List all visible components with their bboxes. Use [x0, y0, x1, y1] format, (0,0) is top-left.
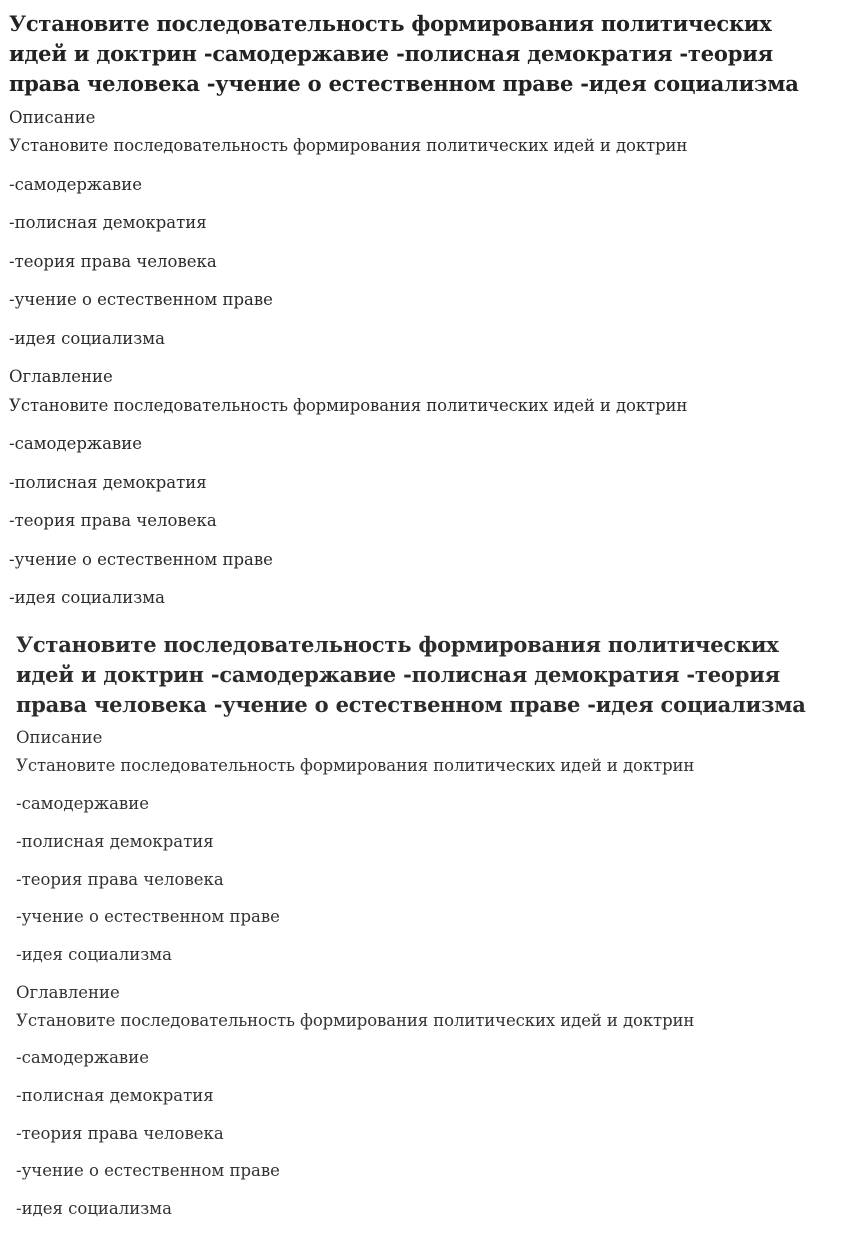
description-item: -идея социализма: [16, 945, 172, 964]
description-item: -самодержавие: [16, 794, 149, 813]
contents-item: -полисная демократия: [9, 473, 207, 492]
description-item: -учение о естественном праве: [16, 907, 280, 926]
title-line: права человека -учение о естественном праве -идея социализма: [9, 71, 799, 96]
question-title: [16, 630, 841, 720]
description-text: Установите последовательность формирования политических идей и доктрин: [9, 136, 688, 155]
description-item: -полисная демократия: [9, 213, 207, 232]
contents-item: -идея социализма: [9, 588, 165, 607]
contents-item: -самодержавие: [9, 434, 142, 453]
description-item: -самодержавие: [9, 175, 142, 194]
contents-label: Оглавление: [16, 983, 120, 1002]
title-line: Установите последовательность формирования политических: [16, 632, 779, 657]
contents-text: Установите последовательность формирования политических идей и доктрин: [9, 396, 688, 415]
description-item: -теория права человека: [16, 870, 224, 889]
description-item: -идея социализма: [9, 329, 165, 348]
contents-item: -учение о естественном праве: [9, 550, 273, 569]
title-line: права человека -учение о естественном праве -идея социализма: [16, 692, 806, 717]
contents-item: -полисная демократия: [16, 1086, 214, 1105]
description-label: Описание: [16, 728, 103, 747]
contents-label: Оглавление: [9, 367, 113, 386]
title-line: идей и доктрин -самодержавие -полисная демократия -теория: [16, 662, 780, 687]
contents-item: -теория права человека: [16, 1124, 224, 1143]
contents-text: Установите последовательность формирования политических идей и доктрин: [16, 1011, 695, 1030]
title-line: Установите последовательность формирования политических: [9, 11, 772, 36]
description-item: -полисная демократия: [16, 832, 214, 851]
description-item: -учение о естественном праве: [9, 290, 273, 309]
contents-item: -идея социализма: [16, 1199, 172, 1218]
contents-item: -самодержавие: [16, 1048, 149, 1067]
contents-item: -теория права человека: [9, 511, 217, 530]
title-line: идей и доктрин -самодержавие -полисная демократия -теория: [9, 41, 773, 66]
question-title: [9, 9, 839, 99]
description-text: Установите последовательность формирования политических идей и доктрин: [16, 756, 695, 775]
contents-item: -учение о естественном праве: [16, 1161, 280, 1180]
description-label: Описание: [9, 108, 96, 127]
description-item: -теория права человека: [9, 252, 217, 271]
